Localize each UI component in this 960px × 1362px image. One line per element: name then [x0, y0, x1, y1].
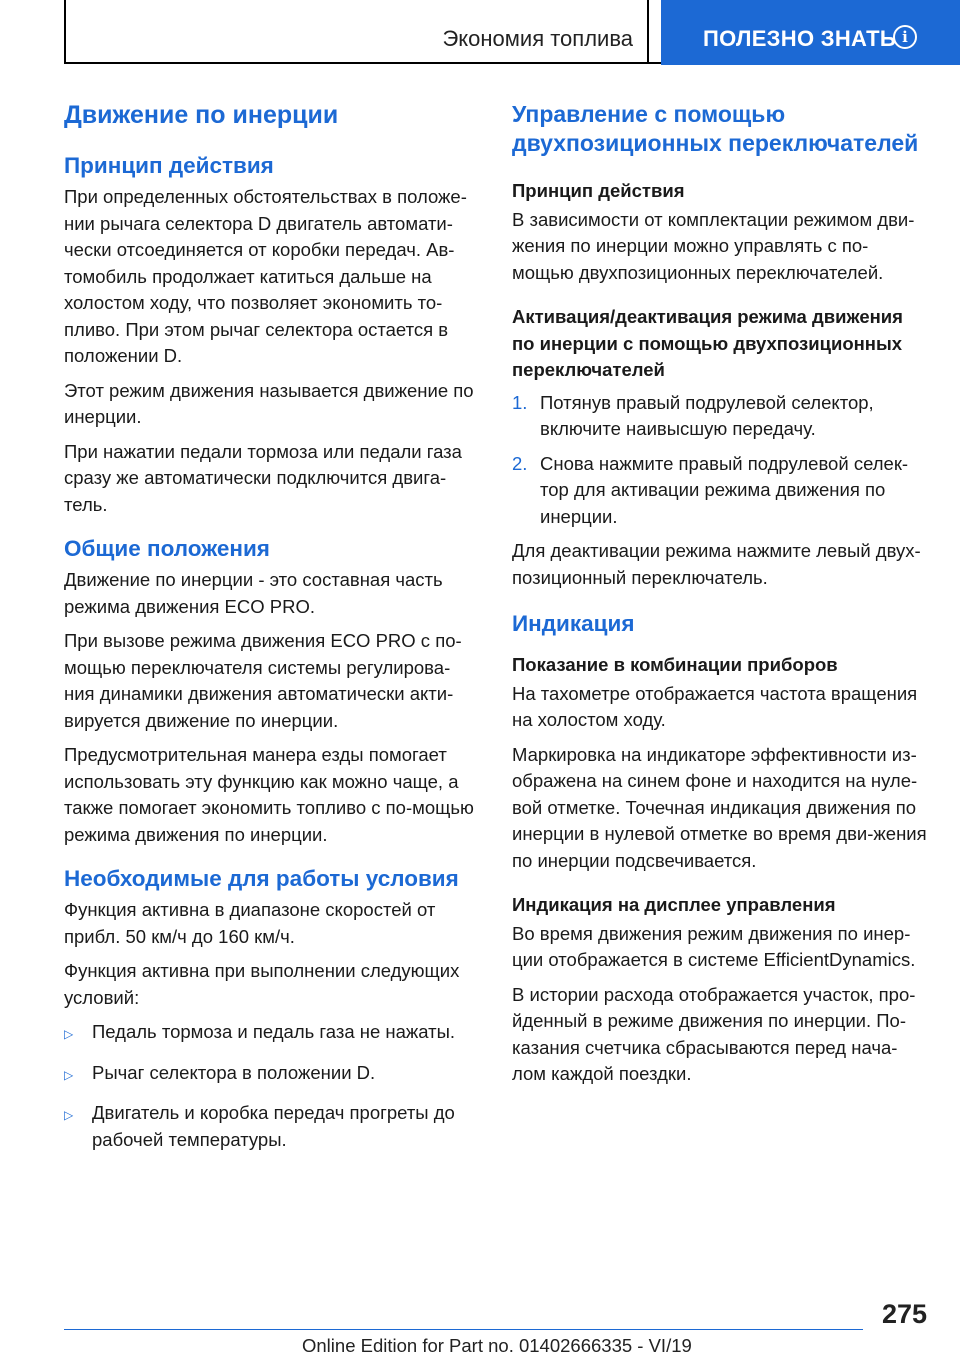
- section-heading-conditions: Необходимые для работы условия: [64, 866, 459, 891]
- info-icon[interactable]: i: [893, 25, 917, 49]
- subheading-activation: Активация/деактивация режима движения по инерции с помощью двухпозиционных переключателей: [512, 306, 903, 380]
- right-column: [512, 100, 930, 1096]
- list-item-text: Рычаг селектора в положении D.: [92, 1061, 376, 1083]
- footer-edition: Online Edition for Part no. 01402666335 - VI/19: [302, 1335, 692, 1356]
- subheading-display: Индикация на дисплее управления: [512, 894, 836, 915]
- paragraph: При определенных обстоятельствах в положе-нии рычага селектора D двигатель автомати-чески отсоединяется от коробки передач. Ав-томобиль продолжает катиться дальше на холостом ходу, что позволяет экономить то-пливо. При этом рычаг селектора остается в положении D.: [64, 186, 467, 366]
- list-item-text: Снова нажмите правый подрулевой селек-тор для активации режима движения по инерции.: [540, 452, 909, 527]
- list-item-text: Педаль тормоза и педаль газа не нажаты.: [92, 1021, 456, 1042]
- header-section-title: Экономия топлива: [442, 26, 633, 51]
- paragraph: Движение по инерции - это составная часть режима движения ECO PRO.: [64, 569, 443, 617]
- header-section-box: [64, 0, 649, 63]
- list-item: [64, 1060, 476, 1089]
- list-item: [512, 390, 930, 443]
- page-title: Движение по инерции: [64, 101, 339, 129]
- list-item-text: Потянув правый подрулевой селектор, включите наивысшую передачу.: [540, 391, 874, 439]
- paragraph: На тахометре отображается частота вращения на холостом ходу.: [512, 682, 918, 730]
- triangle-bullet-icon: ▷: [64, 1067, 74, 1082]
- paragraph: При нажатии педали тормоза или педали газа сразу же автоматически подключится двига-тель.: [64, 440, 462, 515]
- section-heading-general: Общие положения: [64, 536, 270, 561]
- step-number: 1.: [512, 391, 528, 413]
- paragraph: Для деактивации режима нажмите левый двух-позиционный переключатель.: [512, 540, 921, 588]
- right-title: Управление с помощью двухпозиционных переключателей: [512, 101, 919, 156]
- paragraph: В истории расхода отображается участок, про-йденный в режиме движения по инерции. По-казания счетчика сбрасываются перед нача-лом каждой поездки.: [512, 983, 916, 1084]
- page-number: 275: [882, 1299, 928, 1329]
- list-item-text: Двигатель и коробка передач прогреты до рабочей температуры.: [92, 1102, 455, 1150]
- subheading-principle: Принцип действия: [512, 180, 685, 201]
- left-column: [64, 100, 476, 1165]
- paragraph: Функция активна при выполнении следующих условий:: [64, 960, 460, 1008]
- paragraph: Этот режим движения называется движение по инерции.: [64, 379, 474, 427]
- list-item: [512, 451, 930, 531]
- triangle-bullet-icon: ▷: [64, 1108, 74, 1122]
- paragraph: В зависимости от комплектации режимом дви-жения по инерции можно управлять с по-мощью двухпозиционных переключателей.: [512, 208, 915, 283]
- paragraph: Предусмотрительная манера езды помогает использовать эту функцию как можно чаще, а также помогает экономить топливо с по-мощью режима движения по инерции.: [64, 744, 474, 845]
- list-item: [64, 1019, 476, 1048]
- triangle-bullet-icon: ▷: [64, 1027, 74, 1041]
- list-item: [64, 1100, 476, 1153]
- section-heading-principle: Принцип действия: [64, 153, 274, 178]
- paragraph: Маркировка на индикаторе эффективности из-ображена на синем фоне и находится на нуле-вой отметке. Точечная индикация движения по инерции в нулевой отметке во время дви-жения по инерции подсвечивается.: [512, 743, 927, 871]
- paragraph: Во время движения режим движения по инер-ции отображается в системе EfficientDynamics.: [512, 922, 916, 970]
- footer-divider: [64, 1329, 863, 1330]
- step-number: 2.: [512, 452, 528, 474]
- section-heading-indication: Индикация: [512, 611, 635, 636]
- paragraph: Функция активна в диапазоне скоростей от прибл. 50 км/ч до 160 км/ч.: [64, 899, 436, 947]
- paragraph: При вызове режима движения ECO PRO с по-мощью переключателя системы регулирова-ния динамики движения автоматически акти-вируется движение по инерции.: [64, 630, 462, 731]
- header-tab[interactable]: [661, 0, 960, 65]
- header-tab-label: ПОЛЕЗНО ЗНАТЬ: [703, 26, 896, 51]
- subheading-cluster: Показание в комбинации приборов: [512, 654, 838, 675]
